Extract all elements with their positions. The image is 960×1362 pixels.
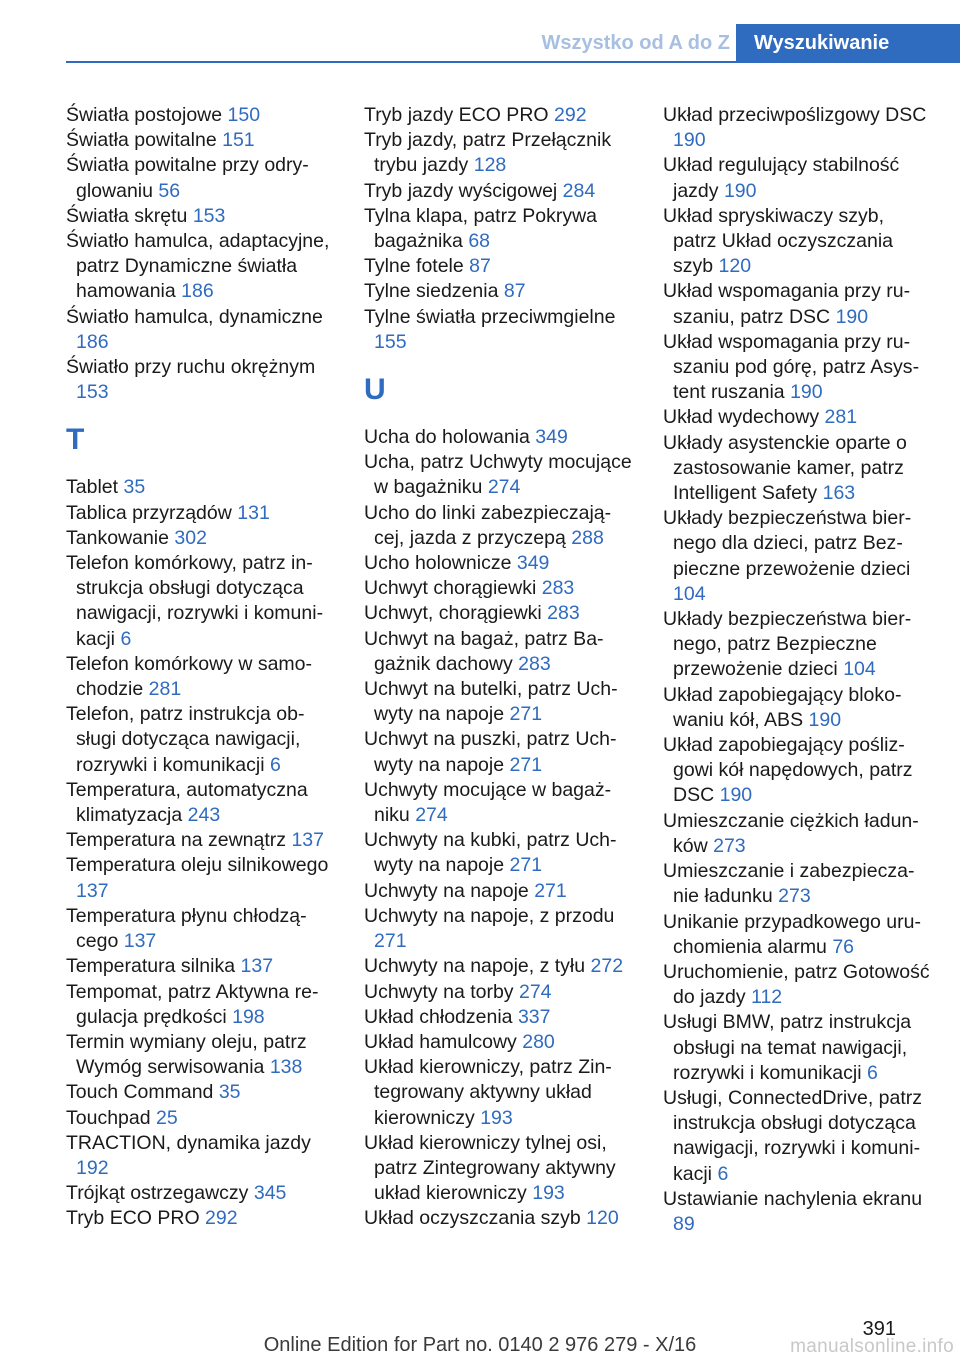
index-entry-term: Układ oczyszczania szyb — [364, 1207, 581, 1230]
index-entry — [663, 279, 931, 329]
index-page-link[interactable]: 137 — [291, 829, 324, 852]
index-entry — [66, 103, 334, 128]
index-entry-term: Uchwyt na puszki, patrz Uchwyty na napoje — [364, 728, 617, 776]
index-page-link[interactable]: 35 — [218, 1081, 241, 1104]
index-page-link[interactable]: 292 — [554, 104, 587, 126]
index-entry — [66, 828, 334, 853]
index-entry-term: Tempomat, patrz Aktywna regulacja prędkości — [66, 980, 319, 1028]
index-page-link[interactable]: 186 — [76, 330, 109, 353]
index-page-link[interactable]: 137 — [240, 955, 274, 978]
index-entry-term: Układ wspomagania przy ruszaniu, patrz DSC — [663, 280, 911, 328]
index-entry — [66, 1106, 334, 1131]
index-column-1 — [66, 103, 334, 1232]
index-entry-term: Temperatura płynu chłodzącego — [66, 904, 307, 953]
index-entry — [66, 702, 334, 778]
index-entry-term: Układ chłodzenia — [364, 1005, 513, 1028]
index-page-link[interactable]: 271 — [509, 753, 543, 776]
index-page-link[interactable]: 274 — [487, 476, 521, 499]
index-entry-term: Układ kierowniczy, patrz Zintegrowany aktywny układ kierowniczy — [364, 1056, 612, 1129]
index-page-link[interactable]: 272 — [590, 955, 624, 978]
index-page-link[interactable]: 68 — [468, 230, 491, 253]
index-entry-term: Ustawianie nachylenia ekranu — [663, 1187, 923, 1210]
section-tab-a-to-z[interactable]: Wszystko od A do Z — [541, 32, 730, 54]
index-entry-term: Umieszczanie i zabezpieczanie ładunku — [663, 860, 915, 908]
index-entry — [364, 576, 632, 601]
index-entry-term: Układ wydechowy — [663, 406, 820, 429]
index-page-link[interactable]: 89 — [673, 1212, 695, 1235]
index-page-link[interactable]: 190 — [808, 708, 842, 731]
index-entry-term: Tylne światła przeciwmgielne — [364, 305, 616, 328]
index-entry-term: Termin wymiany oleju, patrz Wymóg serwisowania — [66, 1030, 307, 1079]
index-entry-term: Ucho do linki zabezpieczającej, jazda z przyczepą — [364, 501, 612, 549]
index-page-link[interactable]: 153 — [192, 204, 226, 227]
index-entry — [364, 501, 632, 551]
index-entry — [364, 954, 632, 979]
index-page-link[interactable]: 280 — [522, 1030, 555, 1053]
index-page-link[interactable]: 271 — [509, 854, 543, 877]
index-entry-term: Unikanie przypadkowego uruchomienia alarmu — [663, 910, 921, 958]
index-page-link[interactable]: 151 — [222, 129, 255, 152]
index-entry-term: Uchwyt, chorągiewki — [364, 602, 542, 625]
index-entry — [663, 431, 931, 507]
index-entry — [364, 677, 632, 727]
index-entry-term: Uchwyty na napoje, z przodu — [364, 904, 615, 927]
index-page-link[interactable]: 349 — [535, 426, 568, 449]
index-entry — [663, 1187, 931, 1237]
index-entry-term: Układ przeciwpoślizgowy DSC — [663, 104, 927, 126]
index-entry-term: Światła postojowe — [66, 104, 223, 126]
index-entry-term: Światła powitalne — [66, 129, 217, 152]
index-entry-term: Układ hamulcowy — [364, 1030, 517, 1053]
index-entry — [364, 828, 632, 878]
index-entry — [364, 551, 632, 576]
index-entry-term: TRACTION, dynamika jazdy — [66, 1131, 311, 1154]
index-letter-heading: U — [364, 373, 386, 407]
index-entry — [364, 1206, 632, 1231]
index-entry — [66, 1080, 334, 1105]
index-entry — [663, 859, 931, 909]
index-page-link[interactable]: 281 — [148, 678, 182, 701]
index-page-link[interactable]: 198 — [232, 1005, 265, 1028]
index-page-link[interactable]: 271 — [509, 703, 543, 726]
index-entry — [66, 204, 334, 229]
index-entry — [66, 305, 334, 355]
index-entry — [66, 904, 334, 954]
index-entry — [364, 980, 632, 1005]
index-entry — [663, 607, 931, 683]
index-page-link[interactable]: 6 — [717, 1162, 729, 1185]
index-entry — [66, 1181, 334, 1206]
index-entry-term: Światło hamulca, adaptacyjne, patrz Dynamiczne światła hamowania — [66, 230, 330, 303]
index-entry — [663, 153, 931, 203]
index-page-link[interactable]: 6 — [269, 753, 281, 776]
index-page-link[interactable]: 192 — [76, 1156, 109, 1179]
index-entry-term: Uchwyty na torby — [364, 980, 514, 1003]
index-page-link[interactable]: 193 — [532, 1182, 565, 1205]
index-entry-term: Światła powitalne przy odryglowaniu — [66, 154, 309, 202]
index-entry-term: Tylne fotele — [364, 255, 464, 278]
index-entry-term: Uchwyt chorągiewki — [364, 577, 537, 600]
index-entry — [66, 475, 334, 500]
index-page-link[interactable]: 273 — [778, 885, 811, 908]
index-page-link[interactable]: 345 — [253, 1182, 287, 1205]
index-page-link[interactable]: 337 — [517, 1005, 551, 1028]
index-page-link[interactable]: 138 — [269, 1056, 303, 1079]
index-page-link[interactable]: 283 — [541, 577, 575, 600]
index-page-link[interactable]: 25 — [156, 1106, 178, 1129]
index-page-link[interactable]: 190 — [673, 129, 706, 152]
index-entry — [663, 405, 931, 430]
index-page-link[interactable]: 302 — [174, 526, 207, 549]
index-entry-term: Touchpad — [66, 1106, 151, 1129]
index-page-link[interactable]: 153 — [76, 381, 109, 404]
index-entry — [66, 853, 334, 903]
index-page-link[interactable]: 128 — [473, 154, 507, 177]
index-page-link[interactable]: 87 — [503, 280, 526, 303]
index-entry — [364, 305, 632, 355]
index-entry — [364, 1131, 632, 1207]
index-entry — [66, 954, 334, 979]
index-entry — [364, 204, 632, 254]
index-entry — [364, 450, 632, 500]
index-page-link[interactable]: 76 — [832, 935, 855, 958]
index-entry — [66, 1030, 334, 1080]
index-page-link[interactable]: 6 — [866, 1061, 878, 1084]
index-page-link[interactable]: 190 — [723, 179, 757, 202]
index-entry-term: Usługi BMW, patrz instrukcja obsługi na temat nawigacji, rozrywki i komunikacji — [663, 1011, 912, 1084]
index-entry-term: Tryb ECO PRO — [66, 1207, 200, 1230]
index-column-3 — [663, 103, 931, 1237]
index-entry — [663, 809, 931, 859]
index-entry-term: Układy asystenckie oparte o zastosowanie kamer, patrz Intelligent Safety — [663, 431, 907, 505]
index-entry — [364, 904, 632, 954]
index-entry-term: Uchwyty mocujące w bagażniku — [364, 778, 612, 827]
index-entry-term: Tylna klapa, patrz Pokrywa bagażnika — [364, 204, 598, 253]
index-entry — [66, 1206, 334, 1231]
index-entry — [66, 980, 334, 1030]
index-entry-term: Układy bezpieczeństwa biernego dla dzieci, patrz Bezpieczne przewożenie dzieci — [663, 507, 912, 580]
index-page-link[interactable]: 163 — [822, 482, 856, 505]
index-page-link[interactable]: 131 — [237, 501, 270, 524]
index-entry-term: Telefon komórkowy, patrz instrukcja obsługi dotycząca nawigacji, rozrywki i komunikacji — [66, 552, 324, 650]
index-page-link[interactable]: 35 — [123, 476, 146, 499]
index-page-link[interactable]: 281 — [824, 406, 858, 429]
index-entry-term: Telefon, patrz instrukcja obsługi dotycząca nawigacji, rozrywki i komunikacji — [66, 703, 305, 776]
index-entry-term: Uchwyty na napoje — [364, 879, 529, 902]
index-page-link[interactable]: 284 — [562, 179, 596, 202]
index-entry — [663, 910, 931, 960]
index-entry-term: Umieszczanie ciężkich ładunków — [663, 809, 919, 857]
index-entry — [364, 179, 632, 204]
index-entry — [364, 128, 632, 178]
page-number: 391 — [862, 1318, 896, 1340]
index-column-2 — [364, 103, 632, 1232]
index-entry — [364, 627, 632, 677]
index-entry-term: Tankowanie — [66, 526, 169, 549]
index-entry-term: Temperatura na zewnątrz — [66, 829, 287, 852]
index-page-link[interactable]: 120 — [718, 255, 752, 278]
index-entry — [364, 601, 632, 626]
index-page-link[interactable]: 120 — [586, 1207, 619, 1230]
index-page-link[interactable]: 193 — [480, 1106, 513, 1129]
index-entry-term: Światła skrętu — [66, 204, 188, 227]
index-entry-term: Touch Command — [66, 1081, 214, 1104]
index-entry-term: Uruchomienie, patrz Gotowość do jazdy — [663, 960, 930, 1009]
index-entry-term: Tryb jazdy, patrz Przełącznik trybu jazdy — [364, 129, 612, 177]
index-entry-term: Układ zapobiegający blokowaniu kół, ABS — [663, 683, 902, 731]
index-entry-term: Układ wspomagania przy ruszaniu pod górę, patrz Asystent ruszania — [663, 330, 920, 404]
index-entry — [663, 204, 931, 280]
index-page-link[interactable]: 87 — [469, 255, 491, 278]
index-entry-term: Uchwyt na butelki, patrz Uchwyty na napoje — [364, 678, 618, 726]
index-entry — [66, 1131, 334, 1181]
index-entry-term: Światło hamulca, dynamiczne — [66, 305, 323, 328]
index-page-link[interactable]: 6 — [120, 627, 132, 650]
index-entry-term: Tryb jazdy ECO PRO — [364, 104, 549, 126]
index-entry-term: Ucho holownicze — [364, 552, 512, 575]
index-page-link[interactable]: 155 — [374, 330, 407, 353]
index-entry — [66, 778, 334, 828]
index-letter-heading: T — [66, 423, 85, 457]
index-entry-term: Uchwyt na bagaż, patrz Bagażnik dachowy — [364, 627, 604, 675]
index-entry — [663, 733, 931, 809]
watermark: manualsonline.info — [790, 1336, 954, 1357]
index-entry-term: Układy bezpieczeństwa biernego, patrz Bezpieczne przewożenie dzieci — [663, 608, 912, 681]
index-entry-term: Układ regulujący stabilność jazdy — [663, 154, 900, 202]
index-page-link[interactable]: 56 — [158, 179, 181, 202]
index-page-link[interactable]: 137 — [76, 879, 109, 902]
index-entry-term: Tylne siedzenia — [364, 280, 499, 303]
index-page-link[interactable]: 283 — [518, 652, 551, 675]
index-page-link[interactable]: 104 — [843, 658, 876, 681]
index-entry — [364, 727, 632, 777]
index-entry — [66, 652, 334, 702]
index-entry — [663, 103, 931, 153]
index-entry-term: Układ kierowniczy tylnej osi, patrz Zintegrowany aktywny układ kierowniczy — [364, 1131, 616, 1205]
index-entry — [66, 229, 334, 305]
index-entry-term: Uchwyty na napoje, z tyłu — [364, 955, 586, 978]
index-entry — [66, 153, 334, 203]
index-page-link[interactable]: 190 — [835, 305, 869, 328]
index-entry — [663, 1086, 931, 1187]
index-entry — [364, 103, 632, 128]
index-entry — [364, 879, 632, 904]
section-tab-search[interactable]: Wyszukiwanie — [736, 24, 960, 62]
index-entry-term: Światło przy ruchu okrężnym — [66, 356, 316, 379]
index-entry-term: Temperatura, automatyczna klimatyzacja — [66, 778, 308, 827]
index-entry — [663, 1010, 931, 1086]
index-entry — [364, 778, 632, 828]
index-page-link[interactable]: 274 — [415, 804, 448, 827]
index-entry — [663, 683, 931, 733]
index-entry-term: Tryb jazdy wyścigowej — [364, 179, 558, 202]
index-entry — [66, 128, 334, 153]
index-entry-term: Trójkąt ostrzegawczy — [66, 1182, 249, 1205]
edition-footer: Online Edition for Part no. 0140 2 976 279 - X/16 — [263, 1334, 697, 1356]
index-entry-term: Usługi, ConnectedDrive, patrz instrukcja obsługi dotycząca nawigacji, rozrywki i komunikacji — [663, 1086, 923, 1185]
index-page-link[interactable]: 271 — [374, 930, 407, 953]
index-page-link[interactable]: 273 — [713, 834, 746, 857]
index-page-link[interactable]: 288 — [571, 526, 604, 549]
index-entry — [663, 506, 931, 607]
index-entry-term: Temperatura silnika — [66, 955, 236, 978]
index-page-link[interactable]: 112 — [751, 986, 783, 1009]
index-page-link[interactable]: 243 — [187, 804, 221, 827]
index-entry — [66, 355, 334, 405]
index-page-link[interactable]: 271 — [534, 879, 567, 902]
index-entry — [364, 1005, 632, 1030]
index-entry — [66, 526, 334, 551]
index-entry-term: Układ zapobiegający poślizgowi kół napędowych, patrz DSC — [663, 734, 913, 807]
index-entry — [364, 425, 632, 450]
index-entry — [663, 330, 931, 406]
index-page-link[interactable]: 283 — [547, 602, 580, 625]
index-entry — [364, 1055, 632, 1131]
index-entry — [364, 254, 632, 279]
index-entry-term: Ucha do holowania — [364, 426, 530, 449]
index-entry-term: Temperatura oleju silnikowego — [66, 854, 329, 877]
index-entry-term: Układ spryskiwaczy szyb, patrz Układ oczyszczania szyb — [663, 204, 894, 278]
index-page-link[interactable]: 274 — [518, 980, 552, 1003]
index-page-link[interactable]: 150 — [227, 104, 261, 126]
index-entry-term: Ucha, patrz Uchwyty mocujące w bagażniku — [364, 451, 632, 499]
index-page-link[interactable]: 104 — [673, 582, 706, 605]
index-page-link[interactable]: 190 — [790, 381, 823, 404]
index-entry-term: Tablet — [66, 476, 119, 499]
index-page-link[interactable]: 349 — [516, 552, 550, 575]
index-page-link[interactable]: 190 — [719, 784, 753, 807]
index-entry — [364, 279, 632, 304]
index-entry-term: Uchwyty na kubki, patrz Uchwyty na napoje — [364, 829, 617, 877]
index-entry — [663, 960, 931, 1010]
index-page-link[interactable]: 292 — [205, 1207, 238, 1230]
index-entry-term: Telefon komórkowy w samochodzie — [66, 652, 313, 701]
index-entry — [66, 551, 334, 652]
index-page-link[interactable]: 137 — [123, 930, 157, 953]
index-page-link[interactable]: 186 — [181, 280, 214, 303]
index-entry-term: Tablica przyrządów — [66, 501, 232, 524]
index-entry — [66, 501, 334, 526]
index-entry — [364, 1030, 632, 1055]
